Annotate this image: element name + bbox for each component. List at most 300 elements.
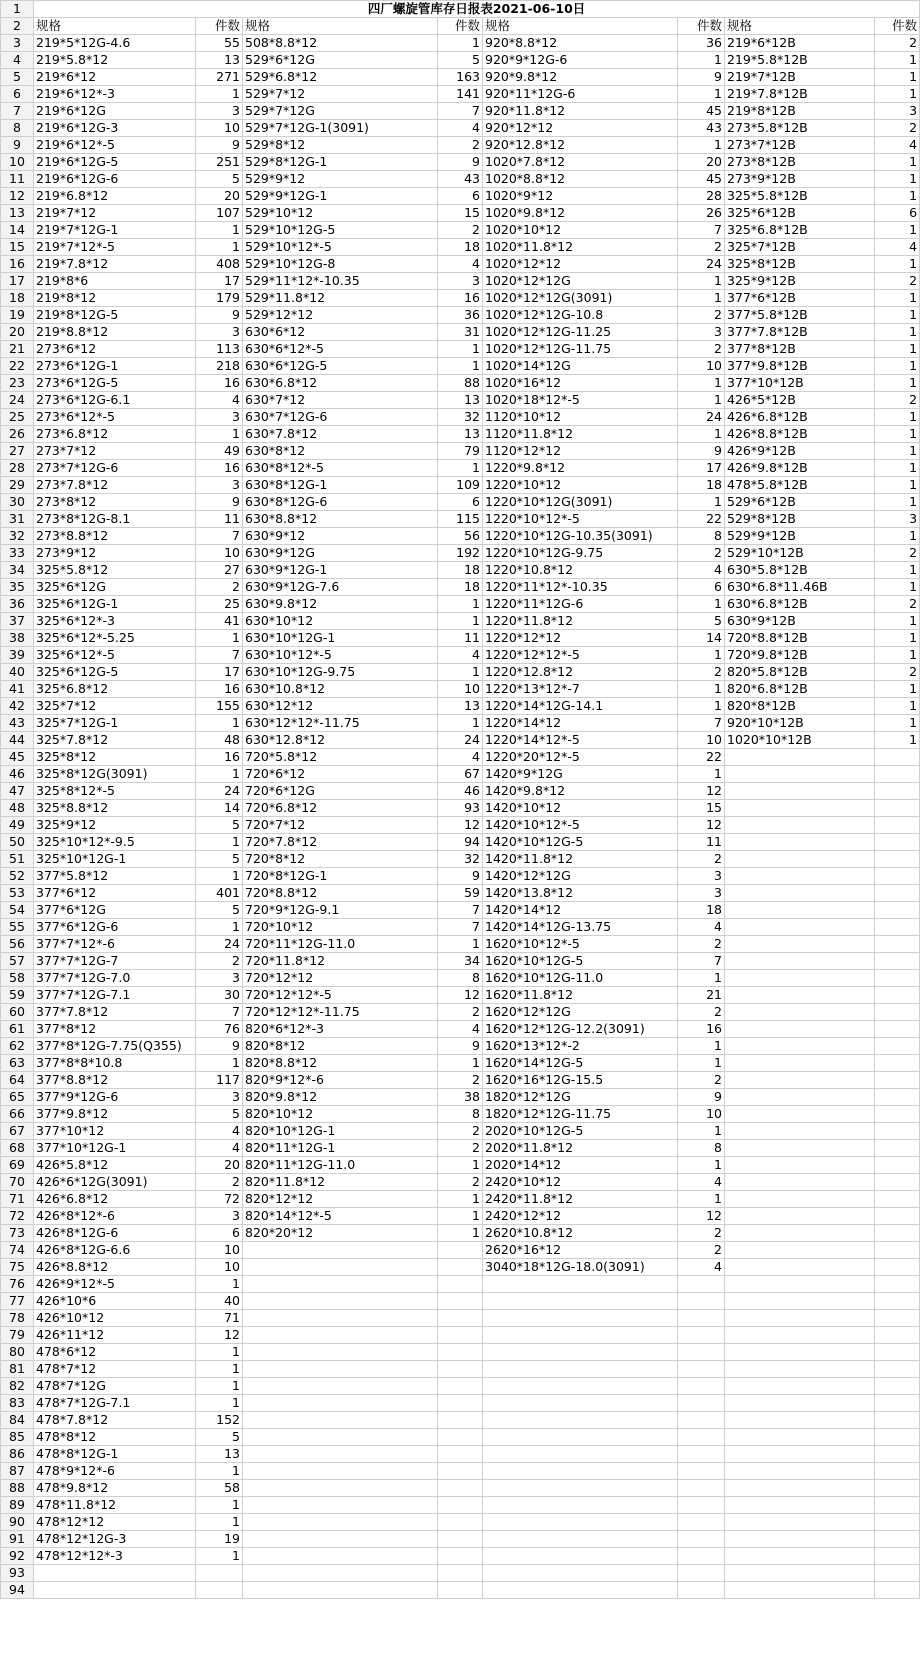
spec-cell[interactable]: 1420*10*12*-5 <box>483 817 678 834</box>
qty-cell[interactable]: 1 <box>678 52 725 69</box>
qty-cell[interactable]: 2 <box>875 273 920 290</box>
empty-cell[interactable] <box>438 1344 483 1361</box>
qty-cell[interactable]: 1 <box>678 681 725 698</box>
qty-cell[interactable]: 24 <box>438 732 483 749</box>
qty-cell[interactable]: 58 <box>196 1480 243 1497</box>
spec-cell[interactable]: 1220*12.8*12 <box>483 664 678 681</box>
spec-cell[interactable]: 377*9.8*12B <box>725 358 875 375</box>
empty-cell[interactable] <box>725 1412 875 1429</box>
empty-cell[interactable] <box>725 1157 875 1174</box>
row-number[interactable]: 93 <box>1 1565 34 1582</box>
spec-cell[interactable]: 1020*12*12G-10.8 <box>483 307 678 324</box>
spec-cell[interactable]: 273*8.8*12 <box>34 528 196 545</box>
row-number[interactable]: 5 <box>1 69 34 86</box>
empty-cell[interactable] <box>875 1191 920 1208</box>
spec-cell[interactable]: 426*8.8*12 <box>34 1259 196 1276</box>
qty-cell[interactable]: 7 <box>196 647 243 664</box>
spec-cell[interactable]: 529*7*12G-1(3091) <box>243 120 438 137</box>
qty-cell[interactable]: 2 <box>438 222 483 239</box>
spec-cell[interactable]: 1420*9.8*12 <box>483 783 678 800</box>
spec-cell[interactable]: 1020*12*12 <box>483 256 678 273</box>
row-number[interactable]: 19 <box>1 307 34 324</box>
spec-cell[interactable]: 478*7*12G-7.1 <box>34 1395 196 1412</box>
qty-cell[interactable]: 1 <box>678 494 725 511</box>
row-number[interactable]: 36 <box>1 596 34 613</box>
qty-cell[interactable]: 1 <box>678 290 725 307</box>
qty-cell[interactable]: 40 <box>196 1293 243 1310</box>
spec-cell[interactable]: 529*6*12B <box>725 494 875 511</box>
spec-cell[interactable]: 1620*11.8*12 <box>483 987 678 1004</box>
qty-cell[interactable]: 1 <box>875 698 920 715</box>
row-number[interactable]: 90 <box>1 1514 34 1531</box>
empty-cell[interactable] <box>438 1412 483 1429</box>
spec-cell[interactable]: 273*7.8*12 <box>34 477 196 494</box>
qty-cell[interactable]: 3 <box>678 324 725 341</box>
qty-cell[interactable]: 7 <box>678 953 725 970</box>
spec-cell[interactable]: 720*12*12*-5 <box>243 987 438 1004</box>
spec-cell[interactable]: 426*6*12G(3091) <box>34 1174 196 1191</box>
qty-cell[interactable]: 8 <box>678 1140 725 1157</box>
spec-cell[interactable]: 325*7*12B <box>725 239 875 256</box>
spec-cell[interactable]: 529*7*12G <box>243 103 438 120</box>
qty-cell[interactable]: 43 <box>438 171 483 188</box>
qty-cell[interactable]: 22 <box>678 511 725 528</box>
spec-cell[interactable]: 1020*16*12 <box>483 375 678 392</box>
spec-cell[interactable]: 630*6*12 <box>243 324 438 341</box>
empty-cell[interactable] <box>438 1548 483 1565</box>
spec-cell[interactable]: 219*5.8*12 <box>34 52 196 69</box>
spec-cell[interactable]: 1120*10*12 <box>483 409 678 426</box>
spec-cell[interactable]: 2620*16*12 <box>483 1242 678 1259</box>
qty-cell[interactable]: 1 <box>875 647 920 664</box>
spec-cell[interactable]: 478*9*12*-6 <box>34 1463 196 1480</box>
qty-cell[interactable]: 1 <box>196 919 243 936</box>
qty-cell[interactable]: 1 <box>678 766 725 783</box>
spec-cell[interactable]: 1620*10*12G-11.0 <box>483 970 678 987</box>
spec-cell[interactable]: 1220*10*12*-5 <box>483 511 678 528</box>
qty-cell[interactable]: 2 <box>678 239 725 256</box>
empty-cell[interactable] <box>243 1412 438 1429</box>
row-number[interactable]: 1 <box>1 1 34 18</box>
empty-cell[interactable] <box>725 1310 875 1327</box>
spec-cell[interactable]: 1220*10.8*12 <box>483 562 678 579</box>
row-number[interactable]: 64 <box>1 1072 34 1089</box>
spec-cell[interactable]: 630*8*12G-1 <box>243 477 438 494</box>
spec-cell[interactable]: 529*11.8*12 <box>243 290 438 307</box>
spec-cell[interactable]: 508*8.8*12 <box>243 35 438 52</box>
spec-cell[interactable]: 1420*12*12G <box>483 868 678 885</box>
spec-cell[interactable]: 1620*14*12G-5 <box>483 1055 678 1072</box>
qty-cell[interactable]: 59 <box>438 885 483 902</box>
spec-cell[interactable]: 1220*10*12G(3091) <box>483 494 678 511</box>
empty-cell[interactable] <box>875 1327 920 1344</box>
spec-cell[interactable]: 273*6*12G-5 <box>34 375 196 392</box>
qty-cell[interactable]: 4 <box>196 1123 243 1140</box>
qty-cell[interactable]: 8 <box>438 970 483 987</box>
qty-cell[interactable]: 79 <box>438 443 483 460</box>
qty-cell[interactable]: 155 <box>196 698 243 715</box>
spec-cell[interactable]: 478*8*12 <box>34 1429 196 1446</box>
qty-cell[interactable]: 1 <box>678 1191 725 1208</box>
qty-cell[interactable]: 2 <box>678 664 725 681</box>
qty-cell[interactable]: 12 <box>678 817 725 834</box>
qty-cell[interactable]: 2 <box>678 1225 725 1242</box>
empty-cell[interactable] <box>678 1480 725 1497</box>
qty-cell[interactable]: 1 <box>875 69 920 86</box>
empty-cell[interactable] <box>725 1191 875 1208</box>
empty-cell[interactable] <box>678 1514 725 1531</box>
qty-cell[interactable]: 4 <box>678 919 725 936</box>
empty-cell[interactable] <box>438 1259 483 1276</box>
row-number[interactable]: 3 <box>1 35 34 52</box>
qty-cell[interactable]: 6 <box>438 494 483 511</box>
empty-cell[interactable] <box>875 1106 920 1123</box>
empty-cell[interactable] <box>438 1293 483 1310</box>
qty-cell[interactable]: 24 <box>196 783 243 800</box>
header-spec[interactable]: 规格 <box>483 18 678 35</box>
spec-cell[interactable]: 273*7*12 <box>34 443 196 460</box>
empty-cell[interactable] <box>725 1582 875 1599</box>
qty-cell[interactable]: 14 <box>678 630 725 647</box>
row-number[interactable]: 79 <box>1 1327 34 1344</box>
qty-cell[interactable]: 10 <box>678 358 725 375</box>
spec-cell[interactable]: 1020*8.8*12 <box>483 171 678 188</box>
empty-cell[interactable] <box>34 1582 196 1599</box>
spec-cell[interactable]: 820*8.8*12 <box>243 1055 438 1072</box>
qty-cell[interactable]: 20 <box>196 188 243 205</box>
header-qty[interactable]: 件数 <box>678 18 725 35</box>
spec-cell[interactable]: 325*8.8*12 <box>34 800 196 817</box>
spec-cell[interactable]: 1220*12*12*-5 <box>483 647 678 664</box>
qty-cell[interactable]: 34 <box>438 953 483 970</box>
qty-cell[interactable]: 1 <box>438 1191 483 1208</box>
spec-cell[interactable]: 273*6*12 <box>34 341 196 358</box>
empty-cell[interactable] <box>483 1276 678 1293</box>
spec-cell[interactable]: 478*11.8*12 <box>34 1497 196 1514</box>
spec-cell[interactable]: 720*11.8*12 <box>243 953 438 970</box>
spec-cell[interactable]: 630*10*12 <box>243 613 438 630</box>
empty-cell[interactable] <box>438 1327 483 1344</box>
qty-cell[interactable]: 12 <box>678 783 725 800</box>
spec-cell[interactable]: 1420*11.8*12 <box>483 851 678 868</box>
spec-cell[interactable]: 325*6.8*12B <box>725 222 875 239</box>
empty-cell[interactable] <box>725 834 875 851</box>
spec-cell[interactable]: 1020*9.8*12 <box>483 205 678 222</box>
qty-cell[interactable]: 1 <box>875 307 920 324</box>
spec-cell[interactable]: 630*10*12G-9.75 <box>243 664 438 681</box>
qty-cell[interactable]: 1 <box>875 443 920 460</box>
spec-cell[interactable]: 529*6*12G <box>243 52 438 69</box>
row-number[interactable]: 37 <box>1 613 34 630</box>
qty-cell[interactable]: 10 <box>678 1106 725 1123</box>
empty-cell[interactable] <box>243 1531 438 1548</box>
spec-cell[interactable]: 1620*13*12*-2 <box>483 1038 678 1055</box>
qty-cell[interactable]: 67 <box>438 766 483 783</box>
empty-cell[interactable] <box>678 1293 725 1310</box>
row-number[interactable]: 28 <box>1 460 34 477</box>
spec-cell[interactable]: 630*6*12G-5 <box>243 358 438 375</box>
qty-cell[interactable]: 1 <box>875 630 920 647</box>
spec-cell[interactable]: 1020*10*12 <box>483 222 678 239</box>
qty-cell[interactable]: 15 <box>438 205 483 222</box>
qty-cell[interactable]: 1 <box>196 834 243 851</box>
spec-cell[interactable]: 1420*9*12G <box>483 766 678 783</box>
spec-cell[interactable]: 219*5*12G-4.6 <box>34 35 196 52</box>
empty-cell[interactable] <box>875 817 920 834</box>
spec-cell[interactable]: 630*10*12*-5 <box>243 647 438 664</box>
qty-cell[interactable]: 10 <box>196 1259 243 1276</box>
qty-cell[interactable]: 2 <box>875 120 920 137</box>
qty-cell[interactable]: 113 <box>196 341 243 358</box>
spec-cell[interactable]: 1420*14*12G-13.75 <box>483 919 678 936</box>
spec-cell[interactable]: 1020*14*12G <box>483 358 678 375</box>
spec-cell[interactable]: 377*7*12*-6 <box>34 936 196 953</box>
empty-cell[interactable] <box>875 1378 920 1395</box>
spec-cell[interactable]: 820*20*12 <box>243 1225 438 1242</box>
qty-cell[interactable]: 1 <box>438 1157 483 1174</box>
empty-cell[interactable] <box>725 1123 875 1140</box>
qty-cell[interactable]: 1 <box>438 1208 483 1225</box>
spec-cell[interactable]: 325*5.8*12B <box>725 188 875 205</box>
qty-cell[interactable]: 21 <box>678 987 725 1004</box>
qty-cell[interactable]: 7 <box>438 902 483 919</box>
row-number[interactable]: 72 <box>1 1208 34 1225</box>
spec-cell[interactable]: 426*8.8*12B <box>725 426 875 443</box>
row-number[interactable]: 51 <box>1 851 34 868</box>
row-number[interactable]: 34 <box>1 562 34 579</box>
empty-cell[interactable] <box>725 1378 875 1395</box>
spec-cell[interactable]: 720*7.8*12 <box>243 834 438 851</box>
qty-cell[interactable]: 1 <box>678 1055 725 1072</box>
spec-cell[interactable]: 426*5*12B <box>725 392 875 409</box>
empty-cell[interactable] <box>438 1531 483 1548</box>
spec-cell[interactable]: 920*11.8*12 <box>483 103 678 120</box>
qty-cell[interactable]: 2 <box>678 851 725 868</box>
row-number[interactable]: 94 <box>1 1582 34 1599</box>
empty-cell[interactable] <box>725 1327 875 1344</box>
qty-cell[interactable]: 3 <box>196 1208 243 1225</box>
empty-cell[interactable] <box>875 1293 920 1310</box>
spec-cell[interactable]: 219*8.8*12 <box>34 324 196 341</box>
empty-cell[interactable] <box>875 1395 920 1412</box>
qty-cell[interactable]: 18 <box>678 477 725 494</box>
spec-cell[interactable]: 720*9.8*12B <box>725 647 875 664</box>
empty-cell[interactable] <box>875 1548 920 1565</box>
qty-cell[interactable]: 1 <box>875 579 920 596</box>
empty-cell[interactable] <box>438 1463 483 1480</box>
empty-cell[interactable] <box>875 1021 920 1038</box>
qty-cell[interactable]: 3 <box>196 409 243 426</box>
spec-cell[interactable]: 325*8*12*-5 <box>34 783 196 800</box>
empty-cell[interactable] <box>725 1055 875 1072</box>
qty-cell[interactable]: 5 <box>196 1106 243 1123</box>
empty-cell[interactable] <box>243 1446 438 1463</box>
spec-cell[interactable]: 630*5.8*12B <box>725 562 875 579</box>
spec-cell[interactable]: 325*9*12B <box>725 273 875 290</box>
empty-cell[interactable] <box>875 1480 920 1497</box>
qty-cell[interactable]: 1 <box>678 1157 725 1174</box>
empty-cell[interactable] <box>678 1531 725 1548</box>
spec-cell[interactable]: 630*12*12*-11.75 <box>243 715 438 732</box>
empty-cell[interactable] <box>875 1276 920 1293</box>
qty-cell[interactable]: 7 <box>678 715 725 732</box>
spec-cell[interactable]: 529*9*12 <box>243 171 438 188</box>
qty-cell[interactable]: 1 <box>678 137 725 154</box>
spec-cell[interactable]: 630*10.8*12 <box>243 681 438 698</box>
empty-cell[interactable] <box>875 800 920 817</box>
row-number[interactable]: 48 <box>1 800 34 817</box>
spec-cell[interactable]: 1820*12*12G <box>483 1089 678 1106</box>
qty-cell[interactable]: 1 <box>875 613 920 630</box>
empty-cell[interactable] <box>438 1582 483 1599</box>
spec-cell[interactable]: 478*9.8*12 <box>34 1480 196 1497</box>
spec-cell[interactable]: 273*6*12G-1 <box>34 358 196 375</box>
qty-cell[interactable]: 10 <box>196 1242 243 1259</box>
qty-cell[interactable]: 2 <box>875 545 920 562</box>
spec-cell[interactable]: 426*11*12 <box>34 1327 196 1344</box>
spec-cell[interactable]: 426*9.8*12B <box>725 460 875 477</box>
qty-cell[interactable]: 1 <box>196 868 243 885</box>
qty-cell[interactable]: 1 <box>875 188 920 205</box>
empty-cell[interactable] <box>438 1242 483 1259</box>
qty-cell[interactable]: 3 <box>196 324 243 341</box>
spec-cell[interactable]: 630*6.8*11.46B <box>725 579 875 596</box>
empty-cell[interactable] <box>438 1497 483 1514</box>
spec-cell[interactable]: 1120*11.8*12 <box>483 426 678 443</box>
row-number[interactable]: 53 <box>1 885 34 902</box>
spec-cell[interactable]: 426*6.8*12 <box>34 1191 196 1208</box>
qty-cell[interactable]: 7 <box>196 1004 243 1021</box>
qty-cell[interactable]: 3 <box>678 868 725 885</box>
spec-cell[interactable]: 426*9*12B <box>725 443 875 460</box>
row-number[interactable]: 39 <box>1 647 34 664</box>
qty-cell[interactable]: 4 <box>678 562 725 579</box>
empty-cell[interactable] <box>34 1565 196 1582</box>
spec-cell[interactable]: 377*6*12B <box>725 290 875 307</box>
spec-cell[interactable]: 1020*10*12B <box>725 732 875 749</box>
qty-cell[interactable]: 18 <box>438 579 483 596</box>
empty-cell[interactable] <box>725 1361 875 1378</box>
qty-cell[interactable]: 1 <box>875 494 920 511</box>
spec-cell[interactable]: 377*5.8*12B <box>725 307 875 324</box>
row-number[interactable]: 16 <box>1 256 34 273</box>
row-number[interactable]: 74 <box>1 1242 34 1259</box>
spec-cell[interactable]: 630*12*12 <box>243 698 438 715</box>
spec-cell[interactable]: 1220*10*12G-9.75 <box>483 545 678 562</box>
qty-cell[interactable]: 4 <box>875 239 920 256</box>
qty-cell[interactable]: 11 <box>196 511 243 528</box>
spec-cell[interactable]: 325*6*12*-5.25 <box>34 630 196 647</box>
row-number[interactable]: 40 <box>1 664 34 681</box>
header-qty[interactable]: 件数 <box>196 18 243 35</box>
spec-cell[interactable]: 426*10*12 <box>34 1310 196 1327</box>
spec-cell[interactable]: 273*6.8*12 <box>34 426 196 443</box>
spec-cell[interactable]: 1020*12*12G(3091) <box>483 290 678 307</box>
spec-cell[interactable]: 377*8*8*10.8 <box>34 1055 196 1072</box>
qty-cell[interactable]: 1 <box>678 392 725 409</box>
spec-cell[interactable]: 426*8*12G-6 <box>34 1225 196 1242</box>
spec-cell[interactable]: 1020*9*12 <box>483 188 678 205</box>
qty-cell[interactable]: 1 <box>196 1395 243 1412</box>
spec-cell[interactable]: 377*6*12G-6 <box>34 919 196 936</box>
qty-cell[interactable]: 27 <box>196 562 243 579</box>
qty-cell[interactable]: 2 <box>875 596 920 613</box>
qty-cell[interactable]: 4 <box>438 1021 483 1038</box>
spec-cell[interactable]: 1220*14*12*-5 <box>483 732 678 749</box>
qty-cell[interactable]: 1 <box>875 562 920 579</box>
row-number[interactable]: 29 <box>1 477 34 494</box>
spec-cell[interactable]: 720*12*12*-11.75 <box>243 1004 438 1021</box>
empty-cell[interactable] <box>678 1395 725 1412</box>
row-number[interactable]: 76 <box>1 1276 34 1293</box>
empty-cell[interactable] <box>243 1327 438 1344</box>
spec-cell[interactable]: 426*5.8*12 <box>34 1157 196 1174</box>
empty-cell[interactable] <box>678 1344 725 1361</box>
qty-cell[interactable]: 9 <box>196 137 243 154</box>
empty-cell[interactable] <box>725 1089 875 1106</box>
empty-cell[interactable] <box>725 1395 875 1412</box>
spec-cell[interactable]: 529*6.8*12 <box>243 69 438 86</box>
spec-cell[interactable]: 630*6.8*12B <box>725 596 875 613</box>
empty-cell[interactable] <box>483 1395 678 1412</box>
row-number[interactable]: 77 <box>1 1293 34 1310</box>
empty-cell[interactable] <box>725 749 875 766</box>
row-number[interactable]: 14 <box>1 222 34 239</box>
empty-cell[interactable] <box>875 1089 920 1106</box>
row-number[interactable]: 43 <box>1 715 34 732</box>
empty-cell[interactable] <box>243 1565 438 1582</box>
qty-cell[interactable]: 45 <box>678 171 725 188</box>
empty-cell[interactable] <box>875 851 920 868</box>
qty-cell[interactable]: 401 <box>196 885 243 902</box>
spec-cell[interactable]: 1220*14*12 <box>483 715 678 732</box>
spec-cell[interactable]: 529*10*12 <box>243 205 438 222</box>
qty-cell[interactable]: 22 <box>678 749 725 766</box>
spec-cell[interactable]: 273*5.8*12B <box>725 120 875 137</box>
empty-cell[interactable] <box>725 987 875 1004</box>
header-spec[interactable]: 规格 <box>725 18 875 35</box>
spec-cell[interactable]: 2420*11.8*12 <box>483 1191 678 1208</box>
empty-cell[interactable] <box>243 1429 438 1446</box>
qty-cell[interactable]: 2 <box>438 1174 483 1191</box>
empty-cell[interactable] <box>875 1174 920 1191</box>
empty-cell[interactable] <box>678 1276 725 1293</box>
empty-cell[interactable] <box>438 1310 483 1327</box>
qty-cell[interactable]: 8 <box>438 1106 483 1123</box>
qty-cell[interactable]: 2 <box>438 1123 483 1140</box>
qty-cell[interactable]: 2 <box>875 392 920 409</box>
spec-cell[interactable]: 219*8*6 <box>34 273 196 290</box>
row-number[interactable]: 21 <box>1 341 34 358</box>
spec-cell[interactable]: 325*8*12B <box>725 256 875 273</box>
row-number[interactable]: 84 <box>1 1412 34 1429</box>
qty-cell[interactable]: 38 <box>438 1089 483 1106</box>
qty-cell[interactable]: 1 <box>678 596 725 613</box>
spec-cell[interactable]: 273*9*12 <box>34 545 196 562</box>
empty-cell[interactable] <box>875 1055 920 1072</box>
spec-cell[interactable]: 478*7.8*12 <box>34 1412 196 1429</box>
spec-cell[interactable]: 219*8*12G-5 <box>34 307 196 324</box>
empty-cell[interactable] <box>875 885 920 902</box>
spec-cell[interactable]: 820*12*12 <box>243 1191 438 1208</box>
row-number[interactable]: 11 <box>1 171 34 188</box>
qty-cell[interactable]: 2 <box>678 1072 725 1089</box>
spec-cell[interactable]: 325*6.8*12 <box>34 681 196 698</box>
empty-cell[interactable] <box>243 1497 438 1514</box>
qty-cell[interactable]: 1 <box>196 1463 243 1480</box>
spec-cell[interactable]: 1020*12*12G-11.25 <box>483 324 678 341</box>
empty-cell[interactable] <box>725 1497 875 1514</box>
